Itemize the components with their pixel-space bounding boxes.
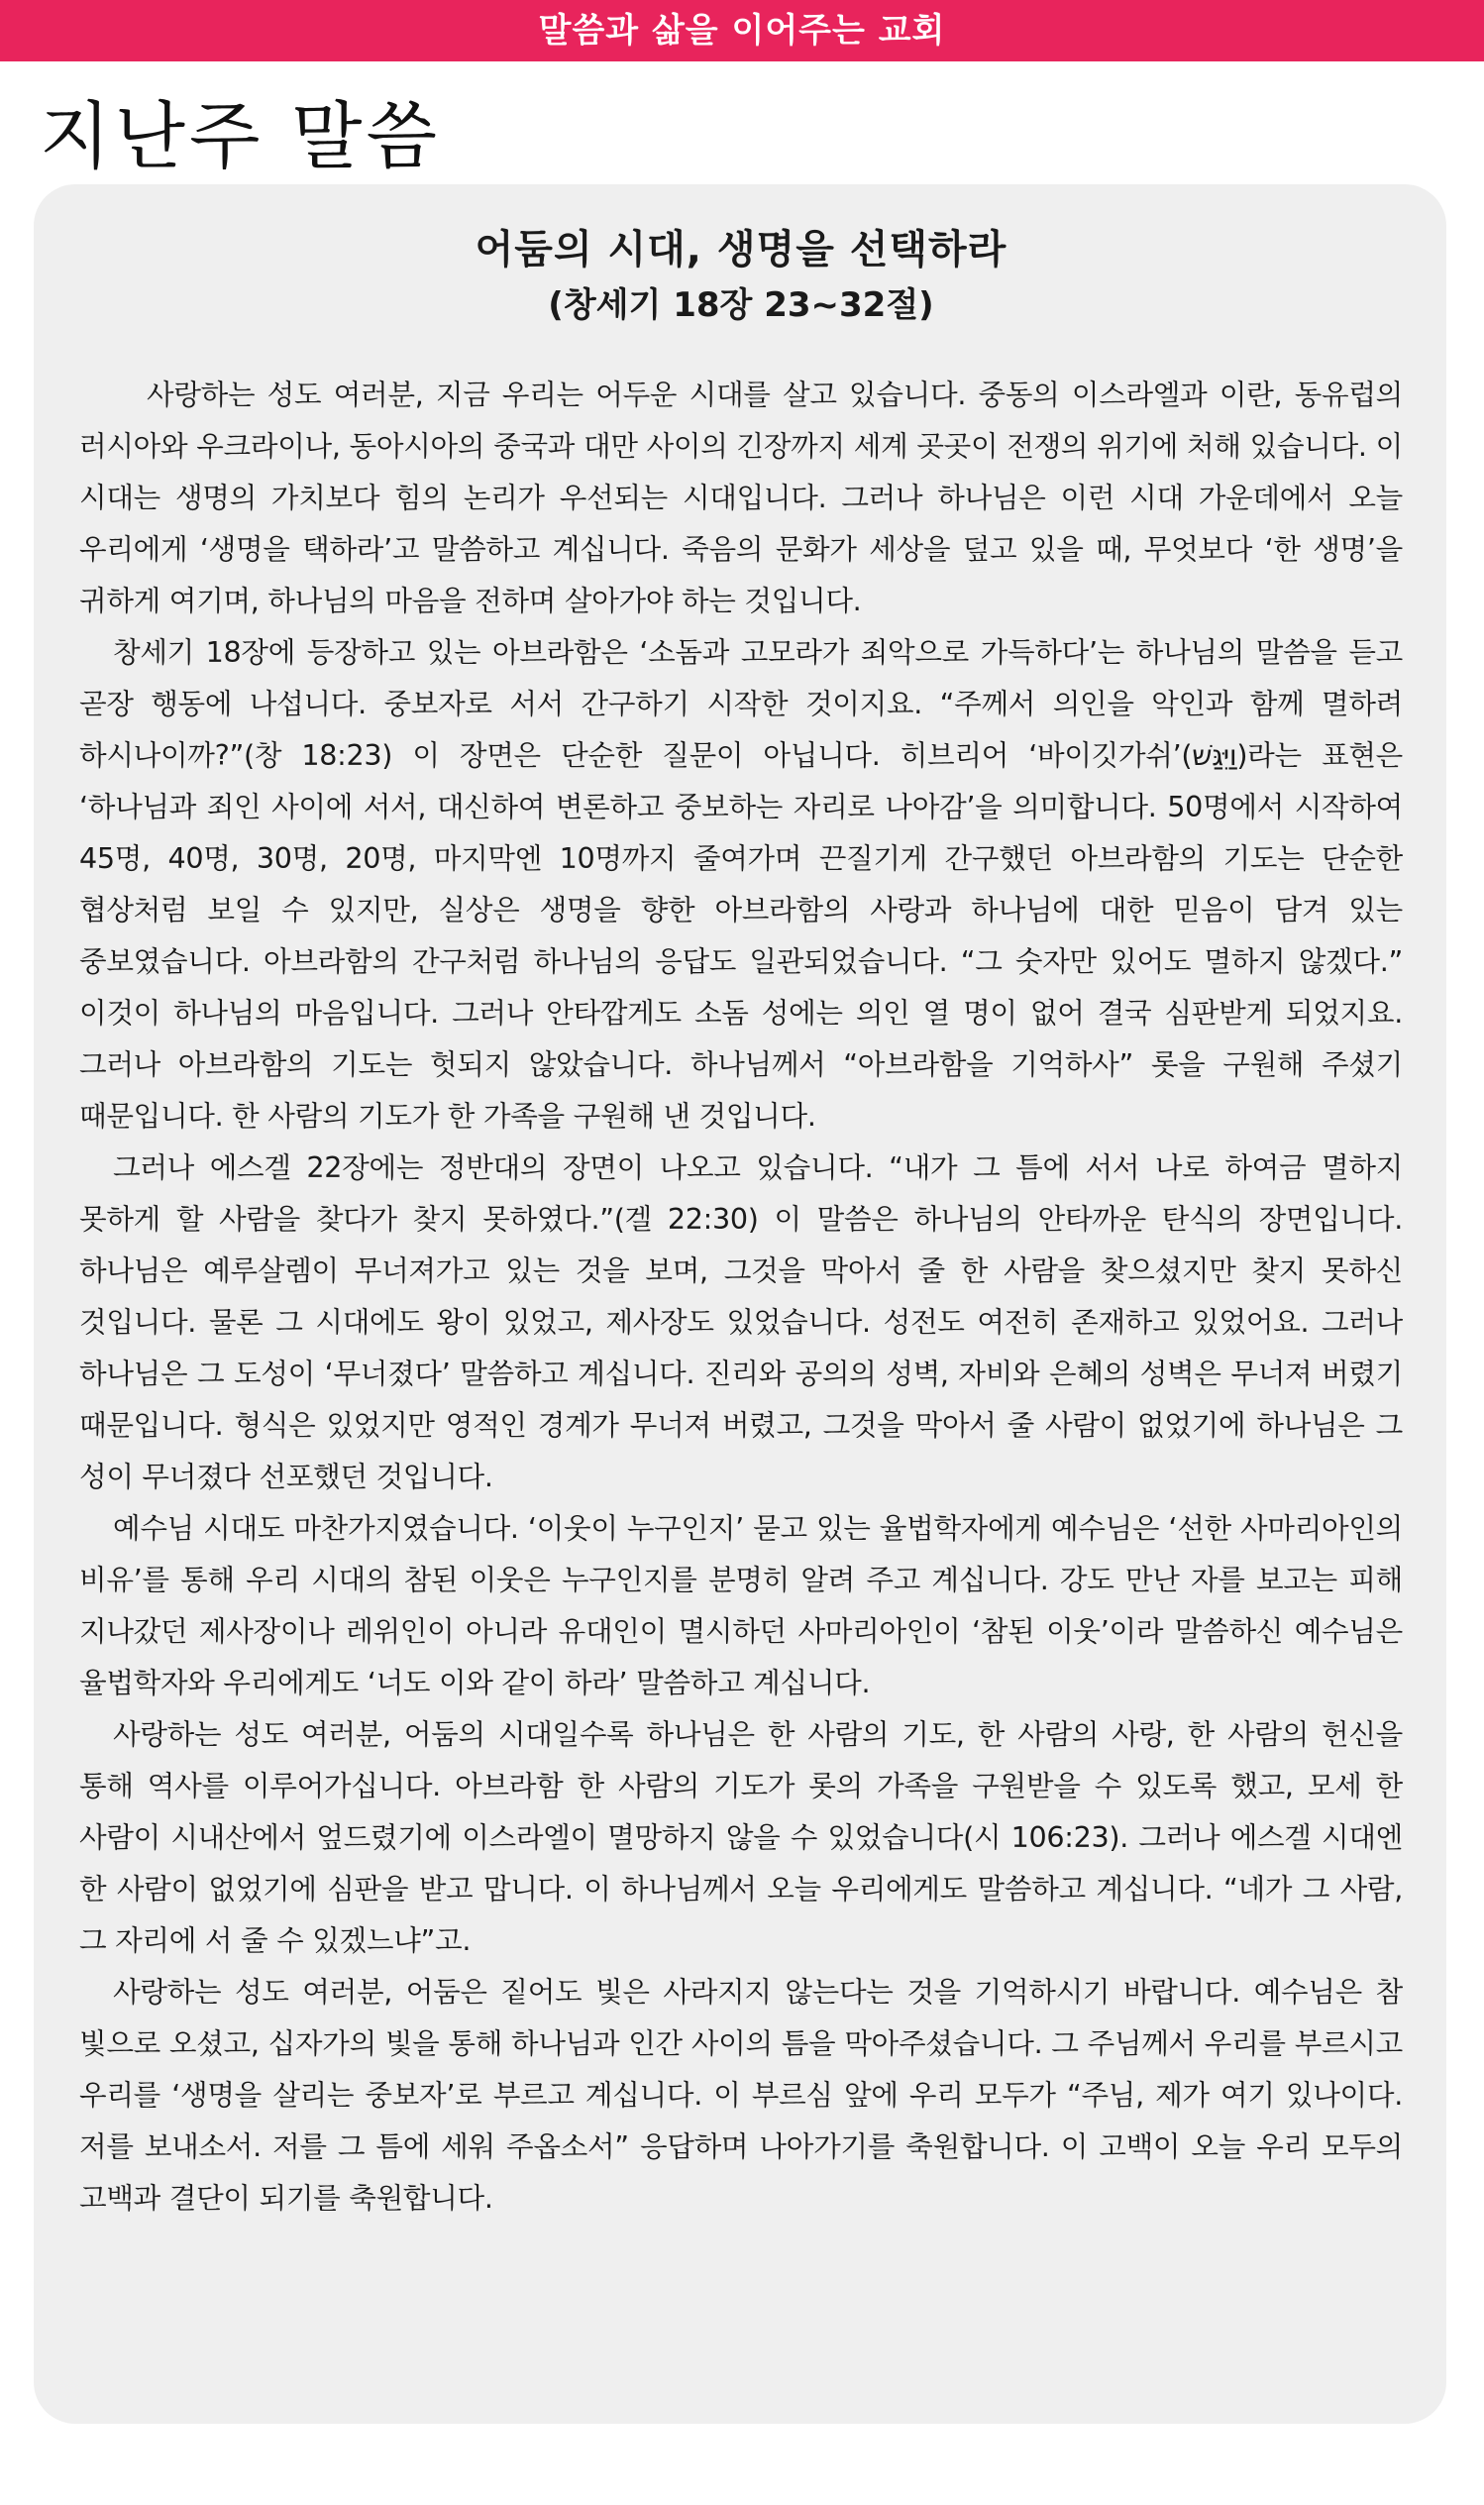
church-slogan-banner: 말씀과 삶을 이어주는 교회 — [0, 0, 1484, 61]
sermon-paragraph: 창세기 18장에 등장하고 있는 아브라함은 ‘소돔과 고모라가 죄악으로 가득하다’는 하나님의 말씀을 듣고 곧장 행동에 나섭니다. 중보자로 서서 간구하기 시작한 것이지요. “주께서 의인을 악인과 함께 멸하려 하시나이까?”(창 18:23) 이 장면은 단순한 질문이 아닙니다. 히브리어 ‘바이깃가쉬’(וַיִּגַּשׁ)라는 표현은 ‘하나님과 죄인 사이에 서서, 대신하여 변론하고 중보하는 자리로 나아감’을 의미합니다. 50명에서 시작하여 45명, 40명, 30명, 20명, 마지막엔 10명까지 줄여가며 끈질기게 간구했던 아브라함의 기도는 단순한 협상처럼 보일 수 있지만, 실상은 생명을 향한 아브라함의 사랑과 하나님에 대한 믿음이 담겨 있는 중보였습니다. 아브라함의 간구처럼 하나님의 응답도 일관되었습니다. “그 숫자만 있어도 멸하지 않겠다.” 이것이 하나님의 마음입니다. 그러나 안타깝게도 소돔 성에는 의인 열 명이 없어 결국 심판받게 되었지요. 그러나 아브라함의 기도는 헛되지 않았습니다. 하나님께서 “아브라함을 기억하사” 롯을 구원해 주셨기 때문입니다. 한 사람의 기도가 한 가족을 구원해 낸 것입니다. — [79, 635, 1403, 1133]
sermon-paragraph: 사랑하는 성도 여러분, 어둠의 시대일수록 하나님은 한 사람의 기도, 한 사람의 사랑, 한 사람의 헌신을 통해 역사를 이루어가십니다. 아브라함 한 사람의 기도가 롯의 가족을 구원받을 수 있도록 했고, 모세 한 사람이 시내산에서 엎드렸기에 이스라엘이 멸망하지 않을 수 있었습니다(시 106:23). 그러나 에스겔 시대엔 한 사람이 없었기에 심판을 받고 맙니다. 이 하나님께서 오늘 우리에게도 말씀하고 계십니다. “네가 그 사람, 그 자리에 서 줄 수 있겠느냐”고. — [79, 1717, 1403, 1957]
sermon-paragraph: 예수님 시대도 마찬가지였습니다. ‘이웃이 누구인지’ 묻고 있는 율법학자에게 예수님은 ‘선한 사마리아인의 비유’를 통해 우리 시대의 참된 이웃은 누구인지를 분명히 알려 주고 계십니다. 강도 만난 자를 보고는 피해 지나갔던 제사장이나 레위인이 아니라 유대인이 멸시하던 사마리아인이 ‘참된 이웃’이라 말씀하신 예수님은 율법학자와 우리에게도 ‘너도 이와 같이 하라’ 말씀하고 계십니다. — [79, 1511, 1403, 1699]
sermon-paragraph: 그러나 에스겔 22장에는 정반대의 장면이 나오고 있습니다. “내가 그 틈에 서서 나로 하여금 멸하지 못하게 할 사람을 찾다가 찾지 못하였다.”(겔 22:30) 이 말씀은 하나님의 안타까운 탄식의 장면입니다. 하나님은 예루살렘이 무너져가고 있는 것을 보며, 그것을 막아서 줄 한 사람을 찾으셨지만 찾지 못하신 것입니다. 물론 그 시대에도 왕이 있었고, 제사장도 있었습니다. 성전도 여전히 존재하고 있었어요. 그러나 하나님은 그 도성이 ‘무너졌다’ 말씀하고 계십니다. 진리와 공의의 성벽, 자비와 은혜의 성벽은 무너져 버렸기 때문입니다. 형식은 있었지만 영적인 경계가 무너져 버렸고, 그것을 막아서 줄 사람이 없었기에 하나님은 그 성이 무너졌다 선포했던 것입니다. — [79, 1150, 1403, 1493]
sermon-box — [34, 184, 1446, 2424]
section-title: 지난주 말씀 — [40, 94, 441, 179]
sermon-paragraph: 사랑하는 성도 여러분, 지금 우리는 어두운 시대를 살고 있습니다. 중동의 이스라엘과 이란, 동유럽의 러시아와 우크라이나, 동아시아의 중국과 대만 사이의 긴장까지 세계 곳곳이 전쟁의 위기에 처해 있습니다. 이 시대는 생명의 가치보다 힘의 논리가 우선되는 시대입니다. 그러나 하나님은 이런 시대 가운데에서 오늘 우리에게 ‘생명을 택하라’고 말씀하고 계십니다. 죽음의 문화가 세상을 덮고 있을 때, 무엇보다 ‘한 생명’을 귀하게 여기며, 하나님의 마음을 전하며 살아가야 하는 것입니다. — [79, 378, 1403, 617]
scripture-reference: (창세기 18장 23~32절) — [548, 285, 934, 325]
sermon-paragraph: 사랑하는 성도 여러분, 어둠은 짙어도 빛은 사라지지 않는다는 것을 기억하시기 바랍니다. 예수님은 참 빛으로 오셨고, 십자가의 빛을 통해 하나님과 인간 사이의 틈을 막아주셨습니다. 그 주님께서 우리를 부르시고 우리를 ‘생명을 살리는 중보자’로 부르고 계십니다. 이 부르심 앞에 우리 모두가 “주님, 제가 여기 있나이다. 저를 보내소서. 저를 그 틈에 세워 주옵소서” 응답하며 나아가기를 축원합니다. 이 고백이 오늘 우리 모두의 고백과 결단이 되기를 축원합니다. — [79, 1975, 1403, 2215]
sermon-title: 어둠의 시대, 생명을 선택하라 — [475, 227, 1007, 272]
